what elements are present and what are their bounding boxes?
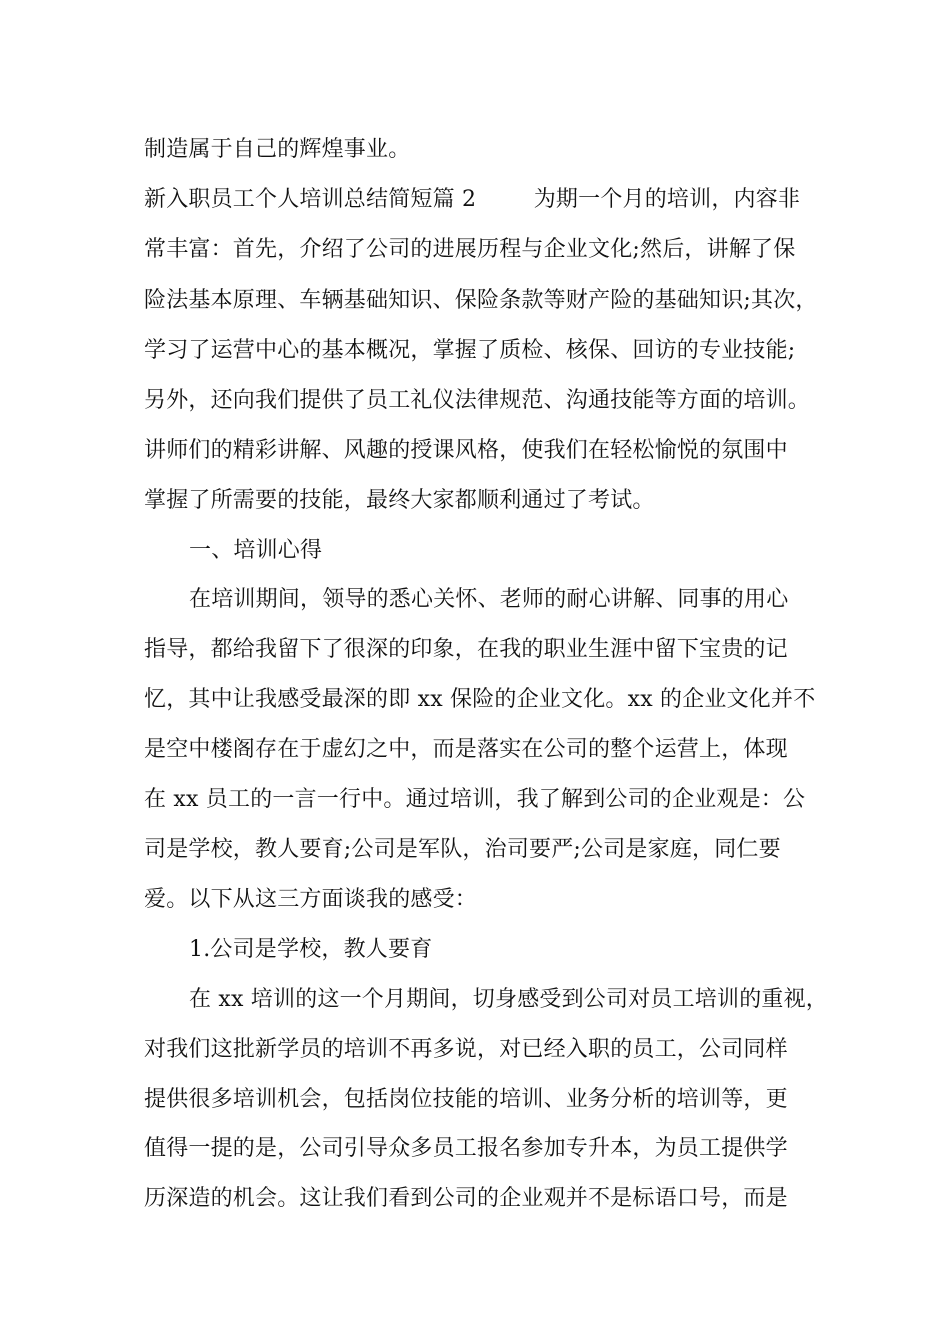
text-line: 在培训期间，领导的悉心关怀、老师的耐心讲解、同事的用心 [189,587,789,612]
text-line: 对我们这批新学员的培训不再多说，对已经入职的员工，公司同样 [144,1037,788,1062]
text-line: 学习了运营中心的基本概况，掌握了质检、核保、回访的专业技能; [144,338,796,363]
text-line: 提供很多培训机会，包括岗位技能的培训、业务分析的培训等，更 [144,1087,788,1112]
text-line: 司是学校，教人要育;公司是军队，治司要严;公司是家庭，同仁要 [144,837,781,862]
text-line: 讲师们的精彩讲解、风趣的授课风格，使我们在轻松愉悦的氛围中 [144,438,788,463]
text-line: 在 xx 员工的一言一行中。通过培训，我了解到公司的企业观是：公 [144,787,806,812]
text-line: 值得一提的是，公司引导众多员工报名参加专升本，为员工提供学 [144,1136,788,1161]
text-line: 忆，其中让我感受最深的即 xx 保险的企业文化。xx 的企业文化并不 [144,687,816,712]
text-line: 制造属于自己的辉煌事业。 [144,137,411,162]
text-line: 历深造的机会。这让我们看到公司的企业观并不是标语口号，而是 [144,1186,788,1211]
text-line: 新入职员工个人培训总结简短篇 2 为期一个月的培训，内容非 [144,187,801,212]
text-line: 指导，都给我留下了很深的印象，在我的职业生涯中留下宝贵的记 [144,637,788,662]
text-line: 常丰富：首先，介绍了公司的进展历程与企业文化;然后，讲解了保 [144,237,796,262]
text-line: 爱。以下从这三方面谈我的感受： [144,887,478,912]
section-heading: 一、培训心得 [189,538,323,563]
text-line: 是空中楼阁存在于虚幻之中，而是落实在公司的整个运营上，体现 [144,737,788,762]
text-line: 另外，还向我们提供了员工礼仪法律规范、沟通技能等方面的培训。 [144,388,811,413]
text-line: 掌握了所需要的技能，最终大家都顺利通过了考试。 [144,488,655,513]
text-line: 在 xx 培训的这一个月期间，切身感受到公司对员工培训的重视， [189,987,829,1012]
subsection-heading: 1.公司是学校，教人要育 [189,937,433,962]
text-line: 险法基本原理、车辆基础知识、保险条款等财产险的基础知识;其次， [144,288,818,313]
